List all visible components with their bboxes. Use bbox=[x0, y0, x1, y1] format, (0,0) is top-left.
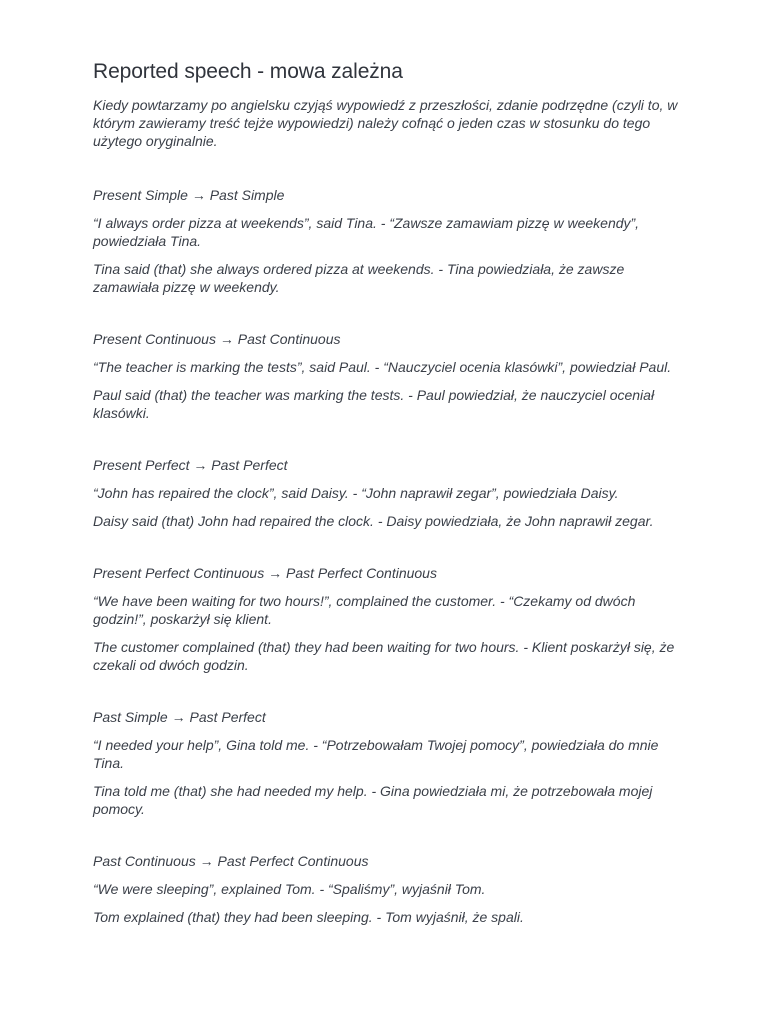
direct-speech-example: “We were sleeping”, explained Tom. - “Spaliśmy”, wyjaśnił Tom. bbox=[93, 881, 486, 897]
section-heading: Present Perfect Continuous → Past Perfect Continuous bbox=[93, 565, 437, 581]
intro-paragraph: Kiedy powtarzamy po angielsku czyjąś wypowiedź z przeszłości, zdanie podrzędne (czyli to, w którym zawieramy treść tejże wypowiedzi) należy cofnąć o jeden czas w stosunku do tego użytego oryginalnie. bbox=[93, 97, 678, 149]
reported-speech-example: Tom explained (that) they had been sleeping. - Tom wyjaśnił, że spali. bbox=[93, 909, 524, 925]
direct-speech-example: “I needed your help”, Gina told me. - “Potrzebowałam Twojej pomocy”, powiedziała do mnie Tina. bbox=[93, 737, 659, 771]
document-title: Reported speech - mowa zależna bbox=[93, 60, 403, 83]
section-heading: Present Perfect → Past Perfect bbox=[93, 457, 288, 473]
document-page bbox=[93, 58, 683, 960]
tense-section bbox=[93, 456, 683, 530]
direct-speech-example: “John has repaired the clock”, said Daisy. - “John naprawił zegar”, powiedziała Daisy. bbox=[93, 485, 619, 501]
direct-speech-example: “We have been waiting for two hours!”, complained the customer. - “Czekamy od dwóch godzin!”, poskarżył się klient. bbox=[93, 593, 636, 627]
reported-speech-example: Paul said (that) the teacher was marking the tests. - Paul powiedział, że nauczyciel oceniał klasówki. bbox=[93, 387, 655, 421]
section-heading: Present Simple → Past Simple bbox=[93, 187, 285, 203]
tense-section bbox=[93, 708, 683, 818]
reported-speech-example: Daisy said (that) John had repaired the clock. - Daisy powiedziała, że John naprawił zegar. bbox=[93, 513, 654, 529]
reported-speech-example: Tina said (that) she always ordered pizza at weekends. - Tina powiedziała, że zawsze zamawiała pizzę w weekendy. bbox=[93, 261, 625, 295]
reported-speech-example: Tina told me (that) she had needed my help. - Gina powiedziała mi, że potrzebowała mojej pomocy. bbox=[93, 783, 653, 817]
tense-section bbox=[93, 852, 683, 926]
section-heading: Past Continuous → Past Perfect Continuous bbox=[93, 853, 369, 869]
tense-section bbox=[93, 186, 683, 296]
section-heading: Present Continuous → Past Continuous bbox=[93, 331, 341, 347]
tense-section bbox=[93, 564, 683, 674]
reported-speech-example: The customer complained (that) they had been waiting for two hours. - Klient poskarżył się, że czekali od dwóch godzin. bbox=[93, 639, 675, 673]
section-heading: Past Simple → Past Perfect bbox=[93, 709, 266, 725]
direct-speech-example: “The teacher is marking the tests”, said Paul. - “Nauczyciel ocenia klasówki”, powiedział Paul. bbox=[93, 359, 672, 375]
tense-section bbox=[93, 330, 683, 422]
direct-speech-example: “I always order pizza at weekends”, said Tina. - “Zawsze zamawiam pizzę w weekendy”, powiedziała Tina. bbox=[93, 215, 640, 249]
